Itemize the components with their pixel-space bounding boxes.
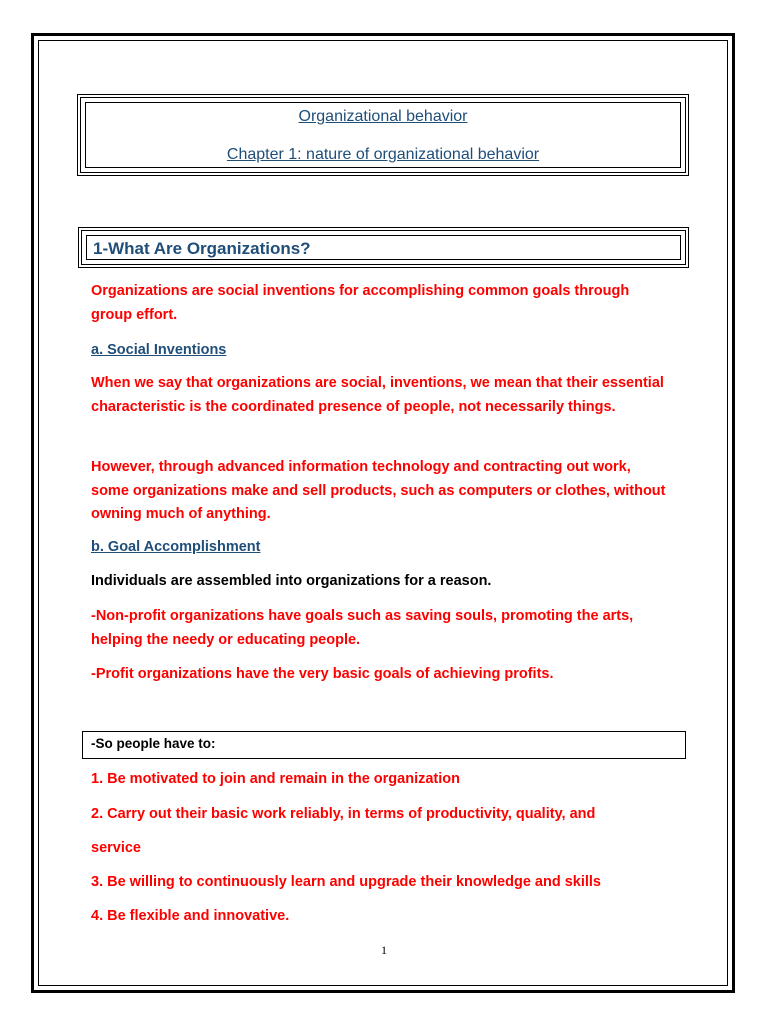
non-profit-paragraph: -Non-profit organizations have goals such as saving souls, promoting the arts, helping the needy or educating people. bbox=[91, 608, 634, 648]
document-title: Organizational behavior bbox=[298, 108, 468, 125]
section-heading: 1-What Are Organizations? bbox=[93, 239, 311, 258]
profit-paragraph: -Profit organizations have the very basic goals of achieving profits. bbox=[91, 666, 554, 682]
subheading-social-inventions: a. Social Inventions bbox=[91, 342, 227, 358]
goal-intro-paragraph: Individuals are assembled into organizations for a reason. bbox=[91, 573, 492, 589]
subheading-goal-accomplishment: b. Goal Accomplishment bbox=[91, 539, 261, 555]
page-number: 1 bbox=[381, 943, 387, 957]
list-item: 1. Be motivated to join and remain in the organization bbox=[91, 771, 460, 787]
list-item: 4. Be flexible and innovative. bbox=[91, 908, 290, 924]
people-have-to-box bbox=[82, 731, 686, 759]
chapter-title: Chapter 1: nature of organizational behavior bbox=[226, 146, 540, 163]
list-item: 3. Be willing to continuously learn and upgrade their knowledge and skills bbox=[91, 874, 601, 890]
definition-paragraph: Organizations are social inventions for accomplishing common goals through group effort. bbox=[91, 283, 630, 323]
list-item: 2. Carry out their basic work reliably, in terms of productivity, quality, and bbox=[91, 806, 596, 822]
social-inventions-paragraph-1: When we say that organizations are social, inventions, we mean that their essential characteristic is the coordinated presence of people, not necessarily things. bbox=[91, 375, 664, 415]
list-item: service bbox=[91, 840, 141, 856]
section-heading-box bbox=[78, 227, 689, 268]
title-box bbox=[77, 94, 689, 176]
people-have-to-label: -So people have to: bbox=[91, 736, 216, 751]
social-inventions-paragraph-2: However, through advanced information technology and contracting out work, some organizations make and sell products, such as computers or clothes, without owning much of anything. bbox=[91, 459, 666, 522]
